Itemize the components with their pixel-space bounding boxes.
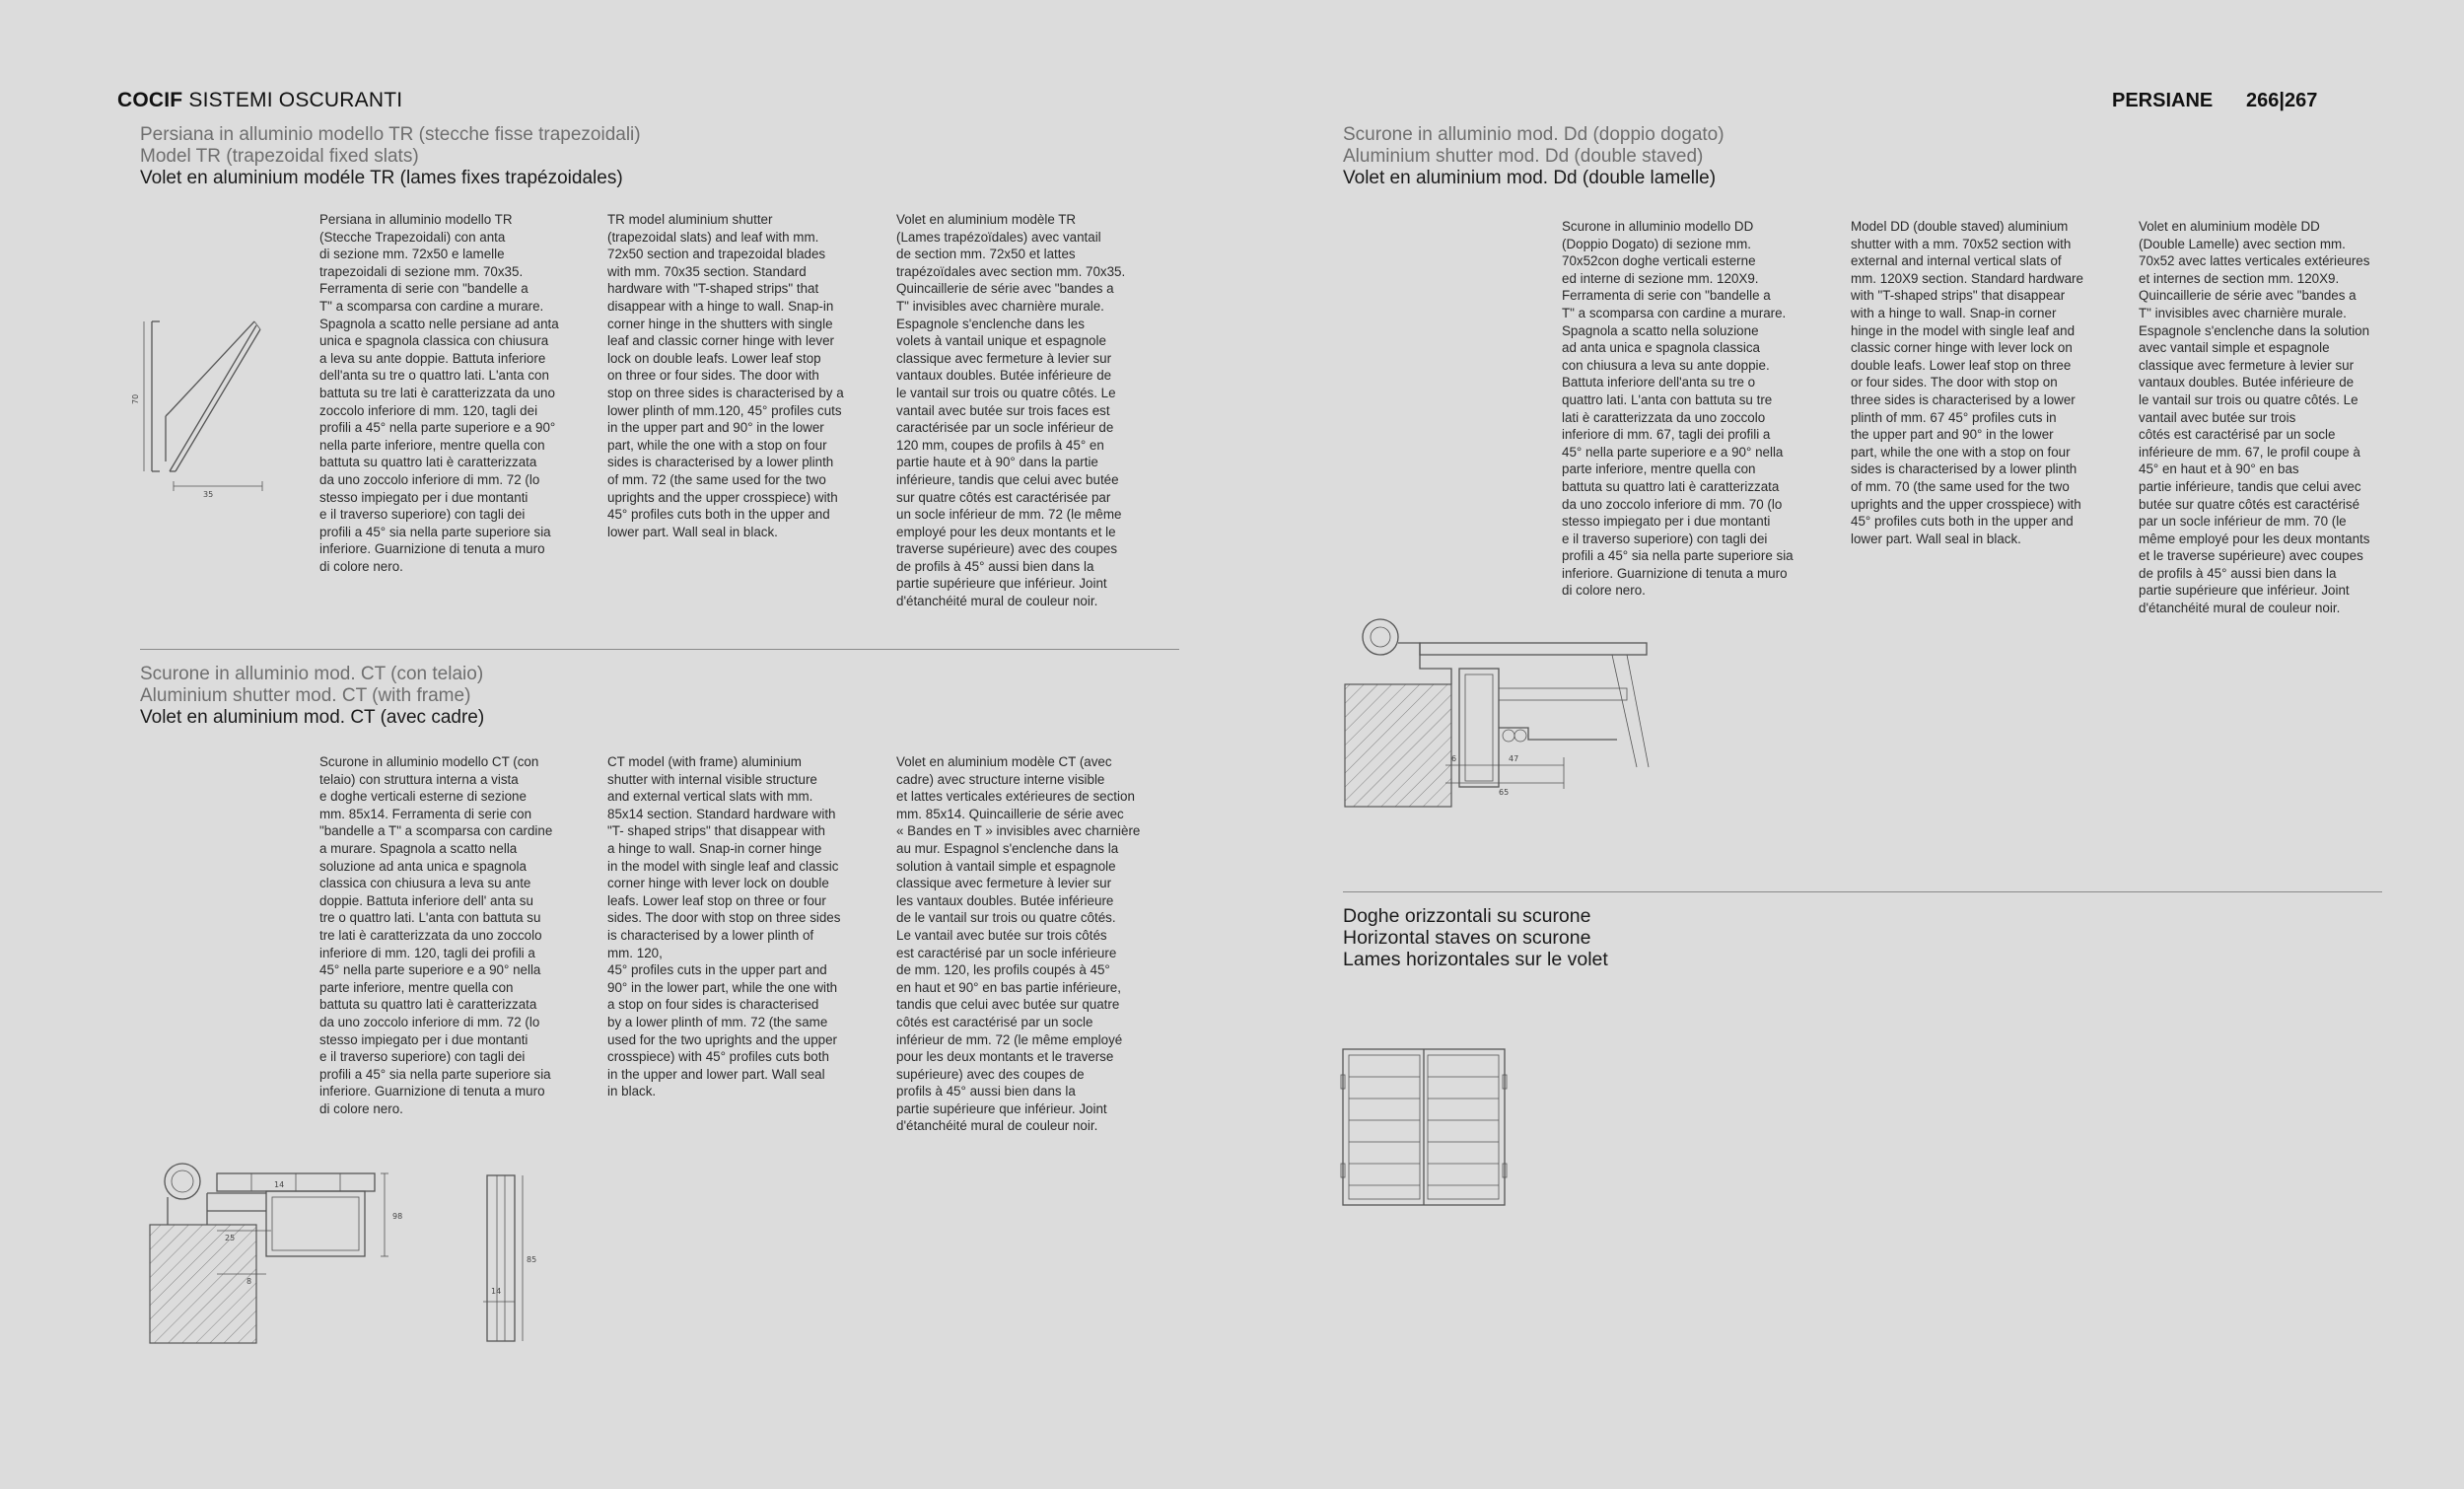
ct-dim-f: 85 bbox=[527, 1255, 537, 1264]
horizontal-title-fr: Lames horizontales sur le volet bbox=[1343, 949, 1608, 970]
tr-title-it: Persiana in alluminio modello TR (stecche fisse trapezoidali) bbox=[140, 124, 641, 145]
ct-dim-c: 98 bbox=[392, 1212, 403, 1221]
dd-dim-b: 47 bbox=[1509, 754, 1519, 763]
dd-section-drawing bbox=[1341, 609, 1656, 807]
ct-dim-b: 25 bbox=[225, 1234, 236, 1242]
dd-title-en: Aluminium shutter mod. Dd (double staved) bbox=[1343, 146, 1704, 167]
ct-dim-a: 14 bbox=[274, 1180, 285, 1189]
ct-title-block bbox=[140, 664, 484, 729]
tr-title-fr: Volet en aluminium modéle TR (lames fixes trapézoidales) bbox=[140, 168, 623, 188]
ct-text-en: CT model (with frame) aluminium shutter with internal visible structure and external vertical slats with mm. 85x14 section. Standard hardware with "T- shaped strips" that disappear with a hinge to wall. Snap-in corner hinge in the model with single leaf and classic corner hinge with lever lock on double leafs. Lower leaf stop on three or four sides. The door with stop on three sides is characterised by a lower plinth of mm. 120, 45° profiles cuts in the upper part and 90° in the lower part, while the one with a stop on four sides is characterised by a lower plinth of mm. 72 (the same used for the two uprights and the upper crosspiece) with 45° profiles cuts both in the upper and lower part. Wall seal in black. bbox=[607, 754, 841, 1099]
ct-side-profile bbox=[473, 1171, 552, 1349]
dd-dim-a: 6 bbox=[1451, 754, 1457, 763]
tr-text-it: Persiana in alluminio modello TR (Stecche Trapezoidali) con anta di sezione mm. 72x50 e lamelle trapezoidali di sezione mm. 70x35. Ferramenta di serie con "bandelle a T" a scomparsa con cardine a murare. Spagnola a scatto nelle persiane ad anta unica e spagnola classica con chiusura a leva su ante doppie. Battuta inferiore dell'anta su tre o quattro lati. L'anta con battuta su tre lati è caratterizzata da uno zoccolo inferiore di mm. 120, tagli dei profili a 45° nella parte superiore e a 90° nella parte inferiore, mentre quella con battuta su quattro lati è caratterizzata da uno zoccolo inferiore di mm. 72 (lo stesso impiegato per i due montanti e il traverso superiore) con tagli dei profili a 45° sia nella parte superiore sia inferiore. Guarnizione di tenuta a muro di colore nero. bbox=[319, 212, 559, 574]
horizontal-title-it: Doghe orizzontali su scurone bbox=[1343, 905, 1591, 927]
horizontal-title-en: Horizontal staves on scurone bbox=[1343, 927, 1591, 949]
dd-text-it: Scurone in alluminio modello DD (Doppio Dogato) di sezione mm. 70x52con doghe verticali esterne ed interne di sezione mm. 120X9. Ferramenta di serie con "bandelle a T" a scomparsa con cardine a murare. Spagnola a scatto nella soluzione ad anta unica e spagnola classica con chiusura a leva su ante doppie. Battuta inferiore dell'anta su tre o quattro lati. L'anta con battuta su tre lati è caratterizzata da uno zoccolo inferiore di mm. 67, tagli dei profili a 45° nella parte superiore e a 90° nella parte inferiore, mentre quella con battuta su quattro lati è caratterizzata da uno zoccolo inferiore di mm. 70 (lo stesso impiegato per i due montanti e il traverso superiore) con tagli dei profili a 45° sia nella parte superiore sia inferiore. Guarnizione di tenuta a muro di colore nero. bbox=[1562, 219, 1794, 599]
page-numbers: 266|267 bbox=[2246, 90, 2318, 111]
tr-slat-drawing bbox=[131, 314, 266, 511]
dd-title-it: Scurone in alluminio mod. Dd (doppio dogato) bbox=[1343, 124, 1725, 145]
tr-dim-h: 70 bbox=[131, 393, 140, 404]
dd-dim-c: 65 bbox=[1499, 788, 1510, 797]
ct-title-fr: Volet en aluminium mod. CT (avec cadre) bbox=[140, 707, 485, 728]
dd-title-fr: Volet en aluminium mod. Dd (double lamelle) bbox=[1343, 168, 1717, 188]
ct-title-en: Aluminium shutter mod. CT (with frame) bbox=[140, 685, 471, 706]
tr-dim-w: 35 bbox=[203, 490, 214, 499]
tr-text-fr: Volet en aluminium modèle TR (Lames trapézoïdales) avec vantail de section mm. 72x50 et lattes trapézoïdales avec section mm. 70x35. Quincaillerie de série avec "bandes a T" invisibles avec charnière murale. Espagnole s'enclenche dans les volets à vantail unique et espagnole classique avec fermeture à levier sur vantaux doubles. Butée inférieure de le vantail sur trois ou quatre côtés. Le vantail avec butée sur trois faces est caractérisée par un socle inférieur de 120 mm, coupes de profils à 45° en partie haute et à 90° dans la partie inférieure, tandis que celui avec butée sur quatre côtés est caractérisée par un socle inférieur de mm. 72 (le même employé pour les deux montants et le traverse supérieure) avec des coupes de profils à 45° aussi bien dans la partie supérieure que inférieur. Joint d'étanchéité mural de couleur noir. bbox=[896, 212, 1126, 609]
section-divider-right bbox=[1343, 891, 2382, 892]
ct-dim-d: 8 bbox=[246, 1277, 252, 1286]
brand-rest: SISTEMI OSCURANTI bbox=[182, 89, 403, 111]
ct-dim-e: 14 bbox=[491, 1287, 502, 1296]
tr-title-block bbox=[140, 124, 641, 189]
ct-section-drawing bbox=[148, 1154, 444, 1351]
ct-text-it: Scurone in alluminio modello CT (con telaio) con struttura interna a vista e doghe verticali esterne di sezione mm. 85x14. Ferramenta di serie con "bandelle a T" a scomparsa con cardine a murare. Spagnola a scatto nella soluzione ad anta unica e spagnola classica con chiusura a leva su ante doppie. Battuta inferiore dell' anta su tre o quattro lati. L'anta con battuta su tre lati è caratterizzata da uno zoccolo inferiore di mm. 120, tagli dei profili a 45° nella parte superiore e a 90° nella parte inferiore, mentre quella con battuta su quattro lati è caratterizzata da uno zoccolo inferiore di mm. 72 (lo stesso impiegato per i due montanti e il traverso superiore) con tagli dei profili a 45° sia nella parte superiore sia inferiore. Guarnizione di tenuta a muro di colore nero. bbox=[319, 754, 553, 1116]
dd-text-fr: Volet en aluminium modèle DD (Double Lamelle) avec section mm. 70x52 avec lattes verticales extérieures et internes de section mm. 120X9. Quincaillerie de série avec "bandes a T" invisibles avec charnière murale. Espagnole s'enclenche dans la solution avec vantail simple et espagnole classique avec fermeture à levier sur vantaux doubles. Butée inférieure de le vantail sur trois ou quatre côtés. Le vantail avec butée sur trois côtés est caractérisé par un socle inférieure de mm. 67, le profil coupe à 45° en haut et à 90° en bas partie inférieure, tandis que celui avec butée sur quatre côtés est caractérisé par un socle inférieur de mm. 70 (le même employé pour les deux montants et le traverse supérieure) avec coupes de profils à 45° aussi bien dans la partie supérieure que inférieur. Joint d'étanchéité mural de couleur noir. bbox=[2139, 219, 2370, 616]
horizontal-staves-drawing bbox=[1341, 1045, 1509, 1209]
tr-title-en: Model TR (trapezoidal fixed slats) bbox=[140, 146, 419, 167]
horizontal-title-block bbox=[1343, 905, 1608, 970]
brand-bold: COCIF bbox=[117, 89, 183, 111]
dd-title-block bbox=[1343, 124, 1725, 189]
section-label: PERSIANE bbox=[2112, 90, 2214, 111]
section-divider-left bbox=[140, 649, 1179, 650]
tr-text-en: TR model aluminium shutter (trapezoidal slats) and leaf with mm. 72x50 section and trapezoidal blades with mm. 70x35 section. Standard hardware with "T-shaped strips" that disappear with a hinge to wall. Snap-in corner hinge in the shutters with single leaf and classic corner hinge with lever lock on double leafs. Lower leaf stop on three or four sides. The door with stop on three sides is characterised by a lower plinth of mm.120, 45° profiles cuts in the upper part and 90° in the lower part, while the one with a stop on four sides is characterised by a lower plinth of mm. 72 (the same used for the two uprights and the upper crosspiece) with 45° profiles cuts both in the upper and lower part. Wall seal in black. bbox=[607, 212, 844, 539]
dd-text-en: Model DD (double staved) aluminium shutter with a mm. 70x52 section with external and internal vertical slats of mm. 120X9 section. Standard hardware with "T-shaped strips" that disappear with a hinge to wall. Snap-in corner hinge in the model with single leaf and classic corner hinge with lever lock on double leafs. Lower leaf stop on three or four sides. The door with stop on three sides is characterised by a lower plinth of mm. 67 45° profiles cuts in the upper part and 90° in the lower part, while the one with a stop on four sides is characterised by a lower plinth of mm. 70 (the same used for the two uprights and the upper crosspiece) with 45° profiles cuts both in the upper and lower part. Wall seal in black. bbox=[1851, 219, 2083, 546]
ct-text-fr: Volet en aluminium modèle CT (avec cadre) avec structure interne visible et lattes verticales extérieures de section mm. 85x14. Quincaillerie de série avec « Bandes en T » invisibles avec charnière au mur. Espagnol s'enclenche dans la solution à vantail simple et espagnole classique avec fermeture à levier sur les vantaux doubles. Butée inférieure de le vantail sur trois ou quatre côtés. Le vantail avec butée sur trois côtés est caractérisé par un socle inférieure de mm. 120, les profils coupés à 45° en haut et 90° en bas partie inférieure, tandis que celui avec butée sur quatre côtés est caractérisé par un socle inférieur de mm. 72 (le même employé pour les deux montants et le traverse supérieure) avec des coupes de profils à 45° aussi bien dans la partie supérieure que inférieur. Joint d'étanchéité mural de couleur noir. bbox=[896, 754, 1141, 1134]
ct-title-it: Scurone in alluminio mod. CT (con telaio) bbox=[140, 664, 484, 684]
brand-title bbox=[117, 89, 402, 112]
